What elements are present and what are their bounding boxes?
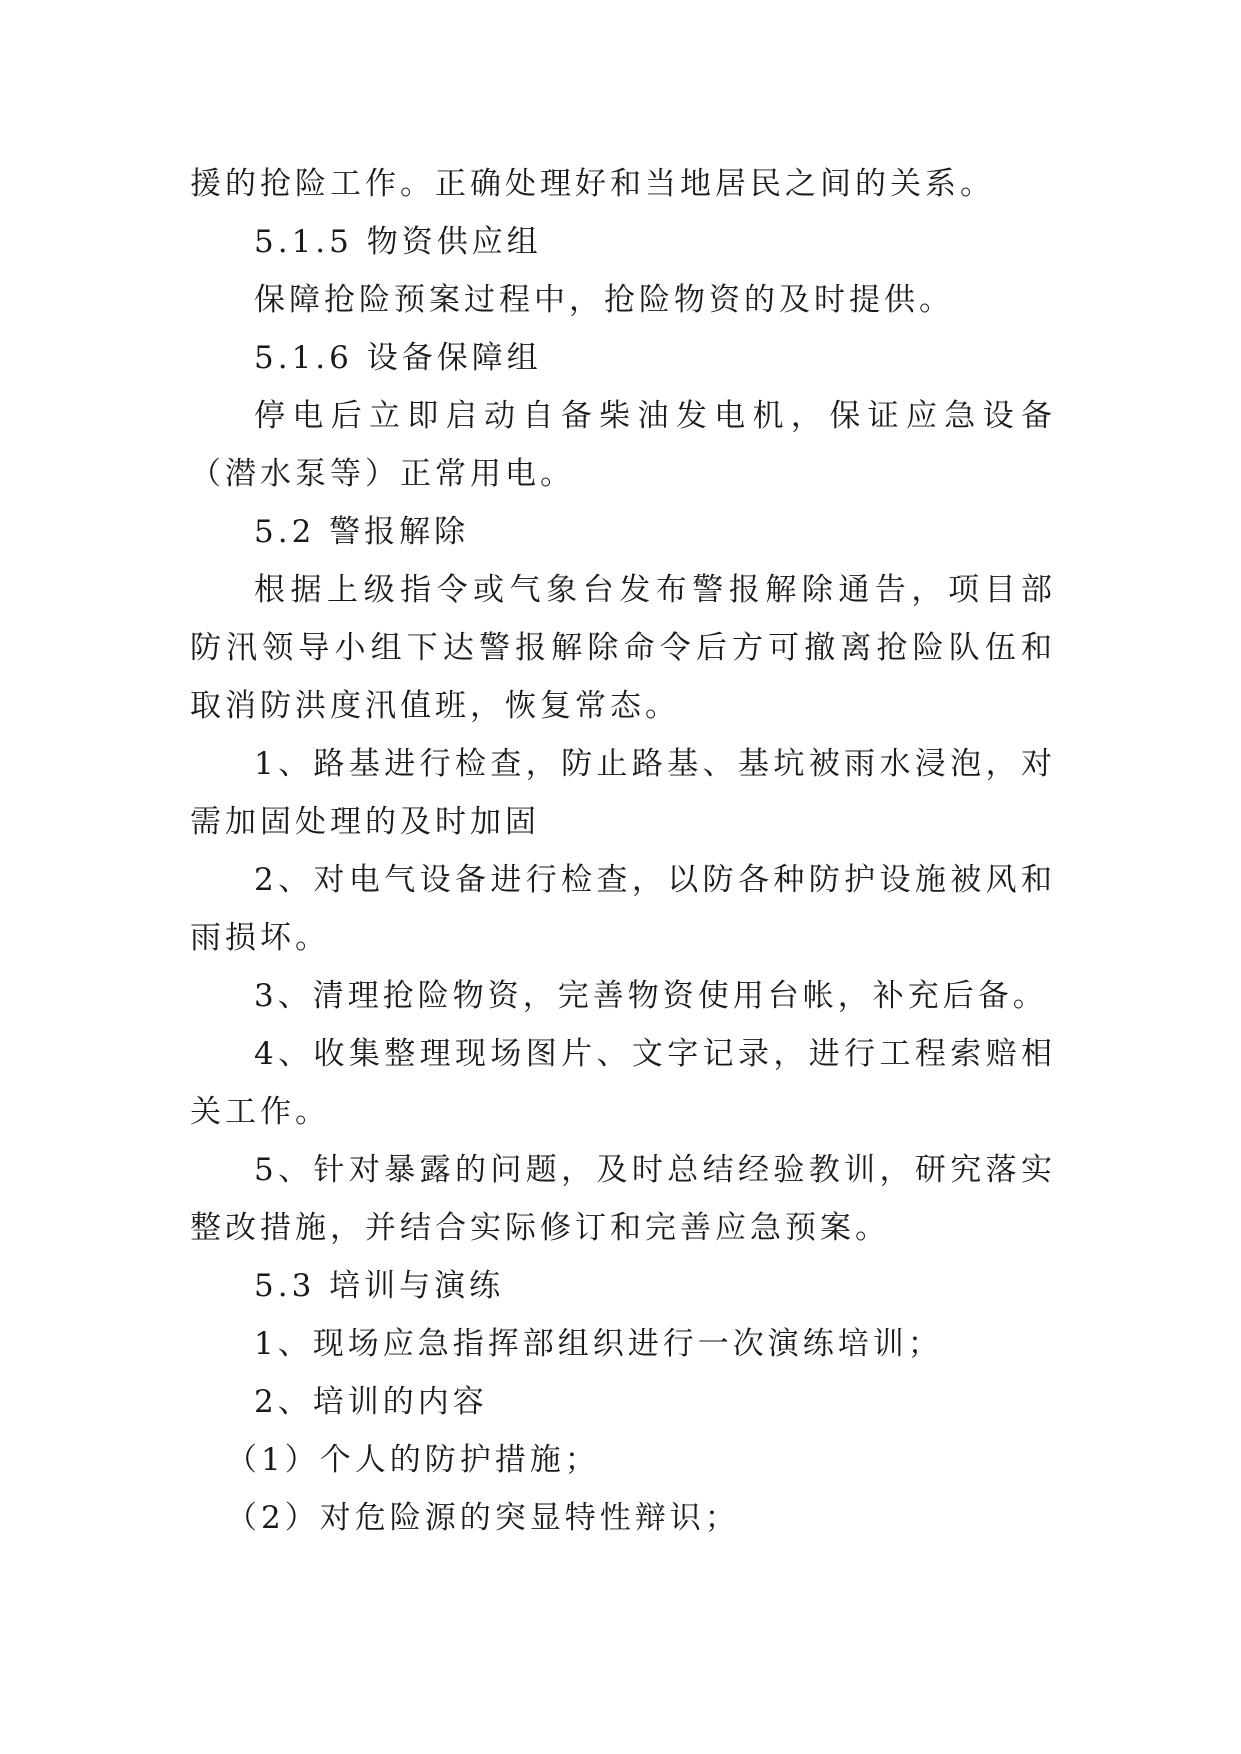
list-item: 2、培训的内容 — [254, 1384, 488, 1420]
sub-list-item: （1）个人的防护措施； — [226, 1442, 600, 1478]
list-item: 2、对电气设备进行检查，以防各种防护设施被风和雨损坏。 — [190, 862, 1056, 956]
paragraph-continuation: 援的抢险工作。正确处理好和当地居民之间的关系。 — [190, 166, 995, 202]
section-heading-5-1-5: 5.1.5 物资供应组 — [254, 224, 542, 260]
section-heading-5-1-6: 5.1.6 设备保障组 — [254, 340, 542, 376]
list-item: 4、收集整理现场图片、文字记录，进行工程索赔相关工作。 — [190, 1036, 1056, 1130]
paragraph: 根据上级指令或气象台发布警报解除通告，项目部防汛领导小组下达警报解除命令后方可撤离抢险队伍和取消防洪度汛值班，恢复常态。 — [190, 572, 1056, 724]
list-item: 5、针对暴露的问题，及时总结经验教训，研究落实整改措施，并结合实际修订和完善应急预案。 — [190, 1152, 1056, 1246]
list-item: 1、现场应急指挥部组织进行一次演练培训； — [254, 1326, 943, 1362]
paragraph: 停电后立即启动自备柴油发电机，保证应急设备（潜水泵等）正常用电。 — [190, 398, 1056, 492]
document-body — [190, 155, 1056, 1547]
sub-list-item: （2）对危险源的突显特性辩识； — [226, 1500, 740, 1536]
section-heading-5-3: 5.3 培训与演练 — [254, 1268, 505, 1304]
section-heading-5-2: 5.2 警报解除 — [254, 514, 470, 550]
list-item: 3、清理抢险物资，完善物资使用台帐，补充后备。 — [254, 978, 1048, 1014]
paragraph: 保障抢险预案过程中，抢险物资的及时提供。 — [254, 282, 954, 318]
list-item: 1、路基进行检查，防止路基、基坑被雨水浸泡，对需加固处理的及时加固 — [190, 746, 1056, 840]
